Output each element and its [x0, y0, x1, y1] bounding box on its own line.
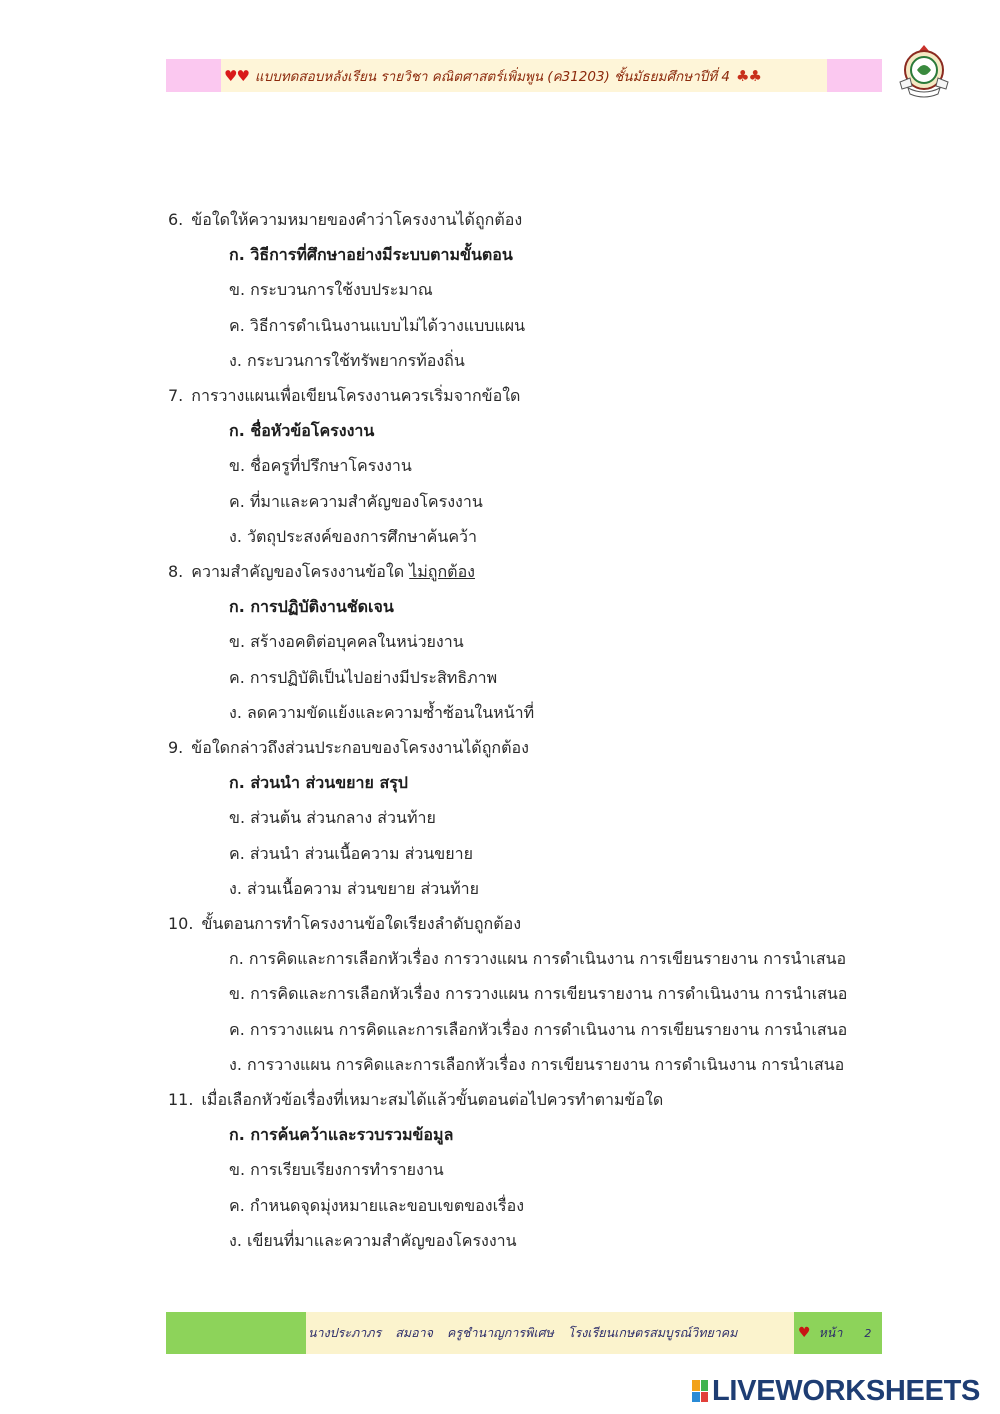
answer-option[interactable]: ข. การคิดและการเลือกหัวเรื่อง การวางแผน การเขียนรายงาน การดำเนินงาน การนำเสนอ [229, 984, 848, 1004]
answer-option[interactable]: ข. การเรียบเรียงการทำรายงาน [229, 1160, 444, 1180]
question-8 [168, 562, 475, 582]
answer-option[interactable]: ข. สร้างอคติต่อบุคคลในหน่วยงาน [229, 632, 464, 652]
answer-option[interactable]: ข. ส่วนต้น ส่วนกลาง ส่วนท้าย [229, 808, 436, 828]
answer-option[interactable]: ก. การปฏิบัติงานชัดเจน [229, 597, 394, 617]
question-text-emphasis: ไม่ถูกต้อง [409, 562, 475, 581]
answer-option[interactable]: ข. ชื่อครูที่ปรึกษาโครงงาน [229, 456, 412, 476]
question-number: 6. [168, 210, 184, 229]
page-label: หน้า [818, 1325, 843, 1340]
teacher-surname: สมอาจ [395, 1325, 433, 1340]
answer-option[interactable]: ก. การค้นคว้าและรวบรวมข้อมูล [229, 1125, 454, 1145]
question-number: 9. [168, 738, 184, 757]
answer-option[interactable]: ก. วิธีการที่ศึกษาอย่างมีระบบตามขั้นตอน [229, 245, 513, 265]
logo-square [692, 1380, 700, 1391]
logo-square [701, 1380, 709, 1391]
answer-option[interactable]: ก. ส่วนนำ ส่วนขยาย สรุป [229, 773, 408, 793]
answer-option[interactable]: ค. การปฏิบัติเป็นไปอย่างมีประสิทธิภาพ [229, 667, 498, 687]
question-6 [168, 210, 522, 230]
footer-accent-left [166, 1312, 306, 1354]
liveworksheets-logo-icon [692, 1380, 708, 1402]
question-text: ความสำคัญของโครงงานข้อใด [191, 562, 410, 581]
answer-option[interactable]: ค. วิธีการดำเนินงานแบบไม่ได้วางแบบแผน [229, 315, 526, 335]
answer-option[interactable]: ง. ลดความขัดแย้งและความซ้ำซ้อนในหน้าที่ [229, 702, 535, 722]
school-emblem-icon [896, 42, 952, 102]
question-number: 11. [168, 1090, 194, 1109]
question-text: การวางแผนเพื่อเขียนโครงงานควรเริ่มจากข้อใด [191, 386, 521, 405]
page-indicator [798, 1312, 871, 1354]
answer-option[interactable]: ก. ชื่อหัวข้อโครงงาน [229, 421, 375, 441]
question-9 [168, 738, 529, 758]
footer-band [166, 1312, 882, 1354]
page-number: 2 [864, 1326, 872, 1340]
question-text: ข้อใดให้ความหมายของคำว่าโครงงานได้ถูกต้อง [191, 210, 523, 229]
footer-credit [308, 1312, 737, 1354]
answer-option[interactable]: ง. การวางแผน การคิดและการเลือกหัวเรื่อง การเขียนรายงาน การดำเนินงาน การนำเสนอ [229, 1054, 845, 1074]
answer-option[interactable]: ง. กระบวนการใช้ทรัพยากรท้องถิ่น [229, 350, 465, 370]
answer-option[interactable]: ค. กำหนดจุดมุ่งหมายและขอบเขตของเรื่อง [229, 1195, 525, 1215]
answer-option[interactable]: ค. ที่มาและความสำคัญของโครงงาน [229, 491, 483, 511]
answer-option[interactable]: ก. การคิดและการเลือกหัวเรื่อง การวางแผน การดำเนินงาน การเขียนรายงาน การนำเสนอ [229, 949, 847, 969]
school-name: โรงเรียนเกษตรสมบูรณ์วิทยาคม [567, 1325, 738, 1340]
question-number: 7. [168, 386, 184, 405]
header-title-row [224, 59, 824, 92]
answer-option[interactable]: ค. การวางแผน การคิดและการเลือกหัวเรื่อง การดำเนินงาน การเขียนรายงาน การนำเสนอ [229, 1019, 848, 1039]
logo-square [692, 1392, 700, 1403]
question-text: ข้อใดกล่าวถึงส่วนประกอบของโครงงานได้ถูกต้อง [191, 738, 529, 757]
header-band [166, 59, 882, 92]
answer-option[interactable]: ค. ส่วนนำ ส่วนเนื้อความ ส่วนขยาย [229, 843, 473, 863]
hearts-icon: ♥♥ [224, 66, 249, 85]
header-accent-right [827, 59, 882, 92]
clubs-icon: ♣♣ [736, 66, 761, 85]
header-title: แบบทดสอบหลังเรียน รายวิชา คณิตศาสตร์เพิ่มพูน (ค31203) ชั้นมัธยมศึกษาปีที่ 4 [254, 68, 731, 85]
teacher-name: นางประภาภร [308, 1325, 382, 1340]
answer-option[interactable]: ง. เขียนที่มาและความสำคัญของโครงงาน [229, 1230, 517, 1250]
heart-icon: ♥ [798, 1325, 811, 1341]
liveworksheets-watermark [692, 1374, 980, 1408]
answer-option[interactable]: ง. วัตถุประสงค์ของการศึกษาค้นคว้า [229, 526, 477, 546]
question-text: ขั้นตอนการทำโครงงานข้อใดเรียงลำดับถูกต้อง [201, 914, 522, 933]
logo-square [701, 1392, 709, 1403]
header-accent-left [166, 59, 221, 92]
question-number: 8. [168, 562, 184, 581]
teacher-position: ครูชำนาญการพิเศษ [446, 1325, 554, 1340]
question-number: 10. [168, 914, 194, 933]
question-text: เมื่อเลือกหัวข้อเรื่องที่เหมาะสมได้แล้วขั้นตอนต่อไปควรทำตามข้อใด [201, 1090, 664, 1109]
answer-option[interactable]: ง. ส่วนเนื้อความ ส่วนขยาย ส่วนท้าย [229, 878, 480, 898]
question-7 [168, 386, 520, 406]
question-10 [168, 914, 521, 934]
answer-option[interactable]: ข. กระบวนการใช้งบประมาณ [229, 280, 433, 300]
question-11 [168, 1090, 663, 1110]
liveworksheets-text: LIVEWORKSHEETS [712, 1374, 981, 1407]
